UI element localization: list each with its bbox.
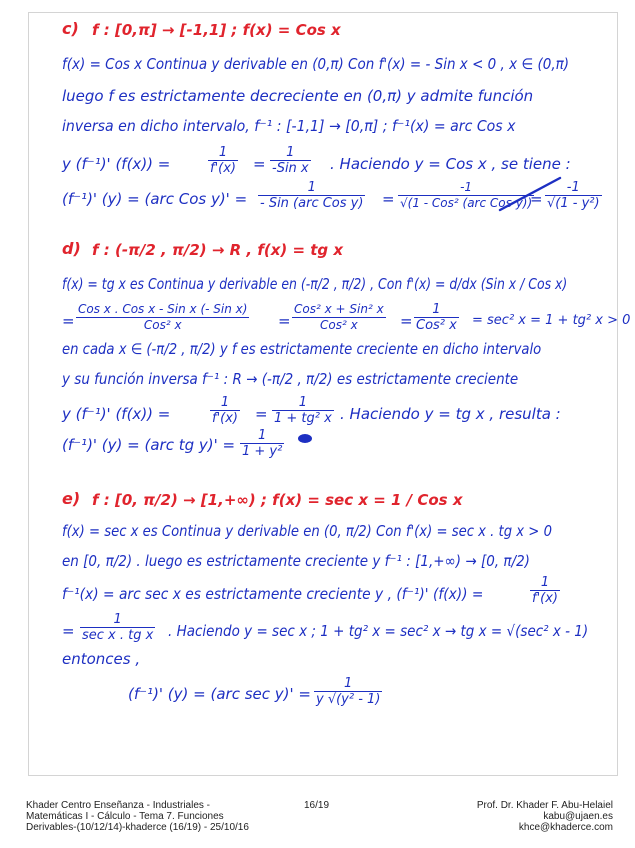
part-c-label: c) [62, 19, 79, 38]
part-c-line-4-lhs: y (f⁻¹)' (f(x)) = [62, 155, 171, 173]
part-d-line-2-rest: = sec² x = 1 + tg² x > 0 [472, 313, 631, 328]
numerator: 1 [314, 676, 382, 692]
page-number: 16/19 [304, 800, 330, 811]
part-e-heading: f : [0, π/2) → [1,+∞) ; f(x) = sec x = 1 / Cos x [92, 491, 463, 509]
denominator: f'(x) [212, 411, 238, 426]
part-e-line-2: en [0, π/2) . luego es estrictamente creciente y f⁻¹ : [1,+∞) → [0, π/2) [62, 552, 530, 570]
numerator: 1 [530, 575, 560, 591]
numerator: -1 [545, 180, 602, 196]
numerator: 1 [210, 395, 240, 411]
equals-sign: = [400, 312, 413, 330]
denominator: f'(x) [210, 161, 236, 176]
numerator: Cos x . Cos x - Sin x (- Sin x) [78, 302, 248, 316]
footer-right [477, 800, 613, 833]
denominator: -Sin x [272, 161, 309, 176]
denominator: Cos² x [416, 318, 457, 333]
footer-left-line-2: Matemáticas I - Cálculo - Tema 7. Funciones [26, 811, 224, 822]
part-c-line-4-rest: . Haciendo y = Cos x , se tiene : [330, 155, 571, 173]
part-e-line-3-lhs: f⁻¹(x) = arc sec x es estrictamente creciente y , (f⁻¹)' (f(x)) = [62, 585, 484, 603]
denominator: - Sin (arc Cos y) [260, 196, 364, 211]
numerator: 1 [240, 428, 284, 444]
denominator: f'(x) [532, 591, 558, 606]
denominator: sec x . tg x [82, 628, 154, 643]
numerator: 1 [270, 145, 311, 161]
denominator: 1 + y² [242, 444, 283, 459]
denominator: Cos² x [319, 318, 358, 332]
author-name: Prof. Dr. Khader F. Abu-Helaiel [476, 800, 613, 811]
part-d-line-5-rest: . Haciendo y = tg x , resulta : [340, 405, 561, 423]
equals-sign: = [62, 622, 75, 640]
numerator: 1 [80, 612, 155, 628]
equals-sign: = [278, 312, 291, 330]
equals-sign: = [253, 155, 266, 173]
denominator: y √(y² - 1) [316, 692, 381, 707]
part-d-heading: f : (-π/2 , π/2) → R , f(x) = tg x [92, 241, 344, 259]
part-c-line-3: inversa en dicho intervalo, f⁻¹ : [-1,1] → [0,π] ; f⁻¹(x) = arc Cos x [62, 117, 516, 135]
footer-left-line-3: Derivables-(10/12/14)-khaderce (16/19) - 25/10/16 [26, 822, 249, 833]
part-d-line-4: y su función inversa f⁻¹ : R → (-π/2 , π/2) es estrictamente creciente [62, 370, 519, 388]
denominator: Cos² x [143, 318, 182, 332]
author-email-1: kabu@ujaen.es [543, 811, 613, 822]
numerator: 1 [272, 395, 334, 411]
equals-sign: = [62, 312, 75, 330]
numerator: 1 [414, 302, 459, 318]
numerator: -1 [398, 180, 534, 196]
equals-sign: = [530, 190, 543, 208]
footer-left [26, 800, 249, 833]
part-e-line-5: entonces , [62, 650, 141, 668]
denominator: √(1 - Cos² (arc Cos y)) [400, 196, 533, 210]
part-d-line-5-lhs: y (f⁻¹)' (f(x)) = [62, 405, 171, 423]
part-e-line-4-rest: . Haciendo y = sec x ; 1 + tg² x = sec² x → tg x = √(sec² x - 1) [168, 622, 589, 640]
footer-left-line-1: Khader Centro Enseñanza - Industriales - [26, 800, 210, 811]
part-c-line-2: luego f es estrictamente decreciente en (0,π) y admite función [62, 87, 534, 105]
part-e-line-6-lhs: (f⁻¹)' (y) = (arc sec y)' = [128, 685, 311, 703]
part-c-line-5-lhs: (f⁻¹)' (y) = (arc Cos y)' = [62, 190, 248, 208]
denominator: 1 + tg² x [274, 411, 332, 426]
part-e-line-1: f(x) = sec x es Continua y derivable en (0, π/2) Con f'(x) = sec x . tg x > 0 [62, 522, 552, 540]
equals-sign: = [255, 405, 268, 423]
part-d-line-6-lhs: (f⁻¹)' (y) = (arc tg y)' = [62, 436, 236, 454]
part-e-label: e) [62, 489, 81, 508]
part-d-line-1: f(x) = tg x es Continua y derivable en (-π/2 , π/2) , Con f'(x) = d/dx (Sin x / Cos x) [62, 275, 568, 293]
numerator: 1 [208, 145, 238, 161]
part-d-label: d) [62, 239, 81, 258]
part-c-line-1: f(x) = Cos x Continua y derivable en (0,π) Con f'(x) = - Sin x < 0 , x ∈ (0,π) [62, 55, 570, 73]
numerator: 1 [258, 180, 365, 196]
flourish-stroke [500, 178, 560, 210]
equals-sign: = [382, 190, 395, 208]
author-email-2: khce@khaderce.com [518, 822, 613, 833]
part-d-line-3: en cada x ∈ (-π/2 , π/2) y f es estrictamente creciente en dicho intervalo [62, 340, 542, 358]
denominator: √(1 - y²) [547, 196, 600, 211]
part-c-heading: f : [0,π] → [-1,1] ; f(x) = Cos x [92, 21, 341, 39]
numerator: Cos² x + Sin² x [294, 302, 384, 316]
